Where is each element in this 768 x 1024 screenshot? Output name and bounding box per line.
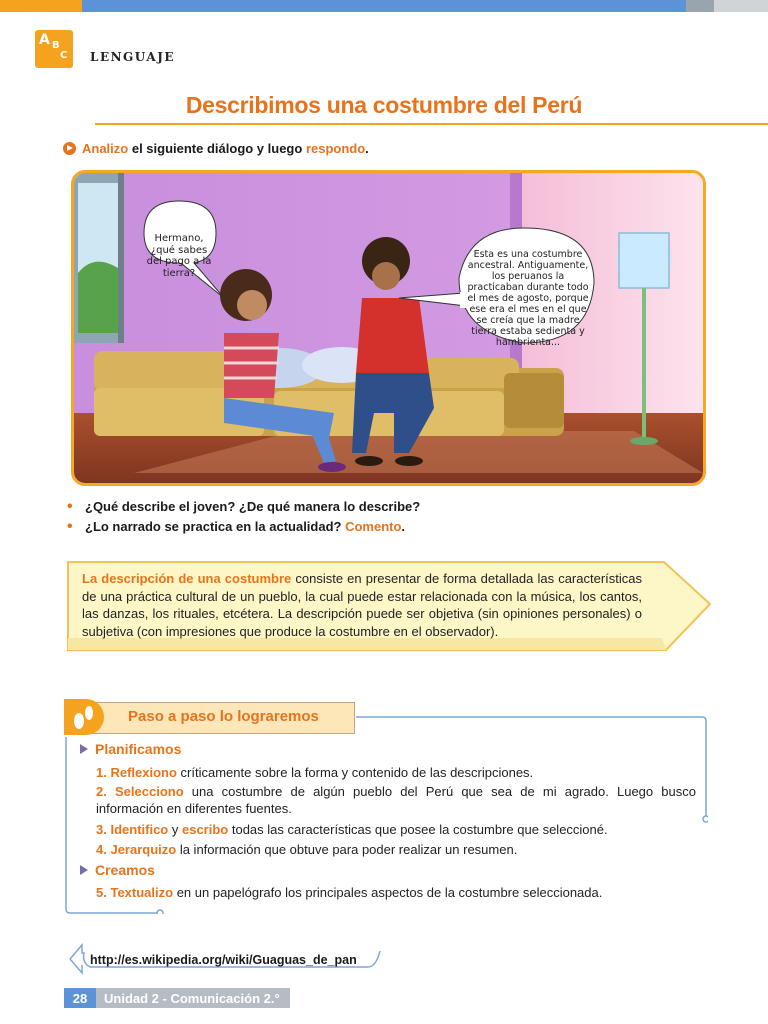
- top-bar-light-gray-segment: [714, 0, 768, 12]
- step-1: 1. Reflexiono críticamente sobre la forma y contenido de las descripciones.: [96, 765, 534, 780]
- section-label: LENGUAJE: [90, 50, 176, 64]
- definition-term: La descripción de una costumbre: [82, 571, 292, 586]
- instruction-end: .: [365, 141, 369, 156]
- page-number: 28: [64, 988, 96, 1008]
- definition-text: [82, 570, 642, 640]
- step-5: 5. Textualizo en un papelógrafo los principales aspectos de la costumbre seleccionada.: [96, 885, 603, 900]
- instruction: [63, 141, 369, 156]
- top-bar-orange-segment: [0, 0, 82, 12]
- instruction-verb-respondo: respondo: [305, 141, 366, 156]
- triangle-bullet-icon: [80, 865, 88, 875]
- speech-bubble-right: Esta es una costumbre ancestral. Antiguamente, los peruanos la practicaban durante todo el mes de agosto, porque ese era el mes en el que se creía que la madre tierra estaba sedienta y hambrienta...: [467, 249, 589, 348]
- living-room-illustration: [74, 173, 703, 483]
- definition-box: [66, 558, 714, 654]
- definition-body: consiste en presentar de forma detallada las características de una práctica cultural de un pueblo, la cual puede estar relacionada con la música, los cantos, las danzas, los rituales, etcétera. La descripción puede ser objetiva (sin opiniones personales) o subjetiva (con impresiones que produce la costumbre en el observador).: [82, 571, 643, 639]
- title-underline: [95, 123, 768, 125]
- arrow-circle-icon: [63, 142, 76, 155]
- instruction-verb-analizo: Analizo: [82, 141, 129, 156]
- planificamos-heading: Planificamos: [80, 741, 181, 757]
- reference-link[interactable]: http://es.wikipedia.org/wiki/Guaguas_de_pan: [90, 953, 357, 967]
- abc-logo-icon: A B C: [35, 30, 73, 68]
- step-3: 3. Identifico y escribo todas las características que posee la costumbre que seleccioné.: [96, 822, 608, 837]
- top-color-bar: [0, 0, 768, 12]
- instruction-middle: el siguiente diálogo y luego: [128, 141, 306, 156]
- step-2: 2. Selecciono una costumbre de algún pueblo del Perú que sea de mi agrado. Luego busco información en diferentes fuentes.: [96, 784, 696, 816]
- questions-list: [66, 499, 420, 539]
- speech-bubble-left: Hermano, ¿qué sabes del pago a la tierra?: [146, 233, 212, 279]
- top-bar-gray-segment: [686, 0, 714, 12]
- page-title: Describimos una costumbre del Perú: [185, 92, 583, 118]
- page-footer: [64, 988, 290, 1008]
- unit-label: Unidad 2 - Comunicación 2.°: [104, 990, 280, 1006]
- question-2: • ¿Lo narrado se practica en la actualidad? Comento.: [66, 519, 420, 534]
- question-1: • ¿Qué describe el joven? ¿De qué manera lo describe?: [66, 499, 420, 514]
- question-2-verb: Comento: [345, 519, 402, 534]
- dialogue-illustration: [71, 170, 706, 486]
- footprints-icon: [64, 699, 104, 735]
- top-bar-blue-segment: [82, 0, 686, 12]
- step-4: 4. Jerarquizo la información que obtuve para poder realizar un resumen.: [96, 842, 518, 857]
- paso-title: Paso a paso lo lograremos: [128, 708, 319, 725]
- creamos-heading: Creamos: [80, 862, 155, 878]
- triangle-bullet-icon: [80, 744, 88, 754]
